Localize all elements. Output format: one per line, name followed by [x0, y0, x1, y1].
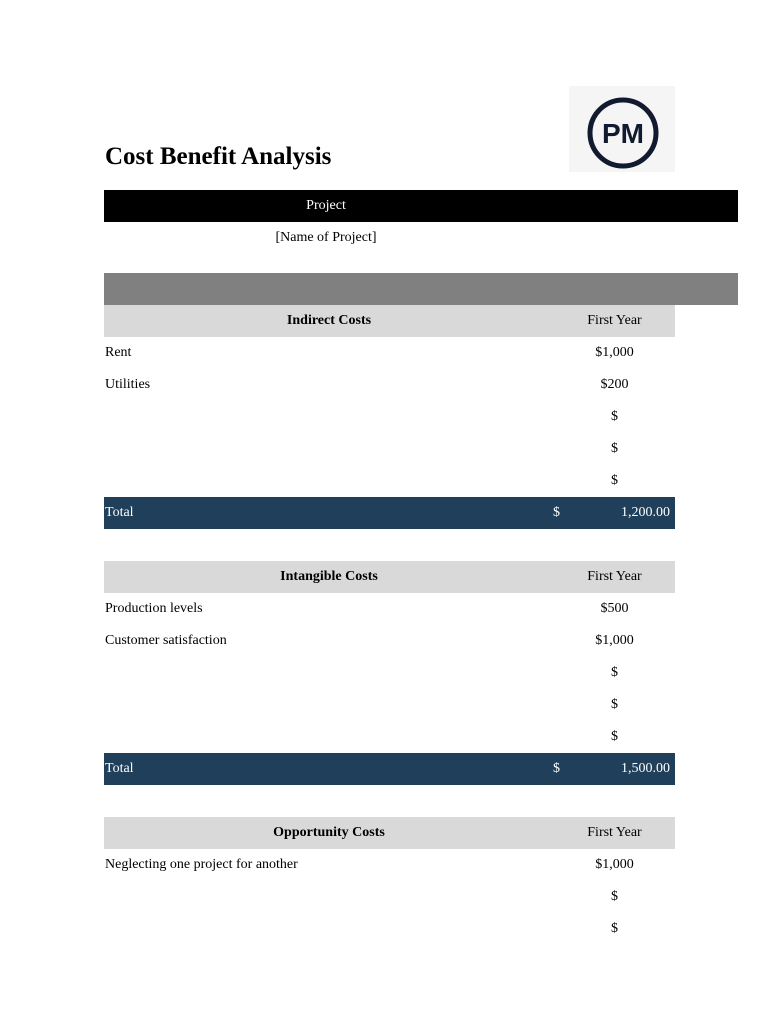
total-label: Total: [105, 505, 134, 520]
project-header-bar: [104, 190, 738, 222]
cost-item-value: $1,000: [595, 345, 634, 360]
cost-item-value: $: [611, 697, 618, 712]
table-row[interactable]: [104, 433, 675, 465]
cost-item-label: Neglecting one project for another: [105, 857, 298, 872]
table-row[interactable]: [104, 593, 675, 625]
section-heading: Indirect Costs: [286, 313, 372, 328]
section-divider-band: [104, 273, 738, 305]
page-title: Cost Benefit Analysis: [105, 143, 332, 170]
cost-item-label: Production levels: [105, 601, 203, 616]
table-row[interactable]: [104, 689, 675, 721]
project-name-cell[interactable]: [Name of Project]: [275, 230, 377, 245]
cost-item-label: Customer satisfaction: [105, 633, 227, 648]
cost-item-value: $500: [600, 601, 629, 616]
opportunity-costs-table: [104, 817, 675, 945]
cost-item-value: $: [611, 441, 618, 456]
pm-logo: [569, 86, 675, 172]
cost-item-value: $200: [600, 377, 629, 392]
table-row[interactable]: [104, 369, 675, 401]
cost-item-value: $: [611, 889, 618, 904]
total-amount: 1,200.00: [621, 505, 670, 520]
cost-item-value: $1,000: [595, 633, 634, 648]
section-heading: Intangible Costs: [280, 569, 378, 584]
total-row: [104, 753, 675, 785]
table-row[interactable]: [104, 849, 675, 881]
year-column-header: First Year: [587, 569, 642, 584]
table-row[interactable]: [104, 625, 675, 657]
table-header: [104, 561, 675, 593]
cost-item-value: $: [611, 729, 618, 744]
table-row[interactable]: [104, 465, 675, 497]
table-header: [104, 305, 675, 337]
table-row[interactable]: [104, 337, 675, 369]
table-header: [104, 817, 675, 849]
total-label: Total: [105, 761, 134, 776]
total-currency: $: [553, 505, 560, 520]
table-row[interactable]: [104, 657, 675, 689]
cost-item-label: Rent: [105, 345, 132, 360]
indirect-costs-table: [104, 305, 675, 529]
pm-logo-icon: [586, 96, 660, 170]
cost-item-value: $1,000: [595, 857, 634, 872]
cost-item-value: $: [611, 921, 618, 936]
intangible-costs-table: [104, 561, 675, 785]
table-row[interactable]: [104, 401, 675, 433]
table-row[interactable]: [104, 913, 675, 945]
table-row[interactable]: [104, 881, 675, 913]
cost-item-value: $: [611, 665, 618, 680]
total-amount: 1,500.00: [621, 761, 670, 776]
table-row[interactable]: [104, 721, 675, 753]
total-row: [104, 497, 675, 529]
year-column-header: First Year: [587, 313, 642, 328]
total-currency: $: [553, 761, 560, 776]
year-column-header: First Year: [587, 825, 642, 840]
project-header-label: Project: [306, 198, 346, 213]
cost-item-label: Utilities: [105, 377, 151, 392]
logo-text: PM: [602, 118, 644, 149]
section-heading: Opportunity Costs: [273, 825, 385, 840]
cost-item-value: $: [611, 473, 618, 488]
cost-item-value: $: [611, 409, 618, 424]
